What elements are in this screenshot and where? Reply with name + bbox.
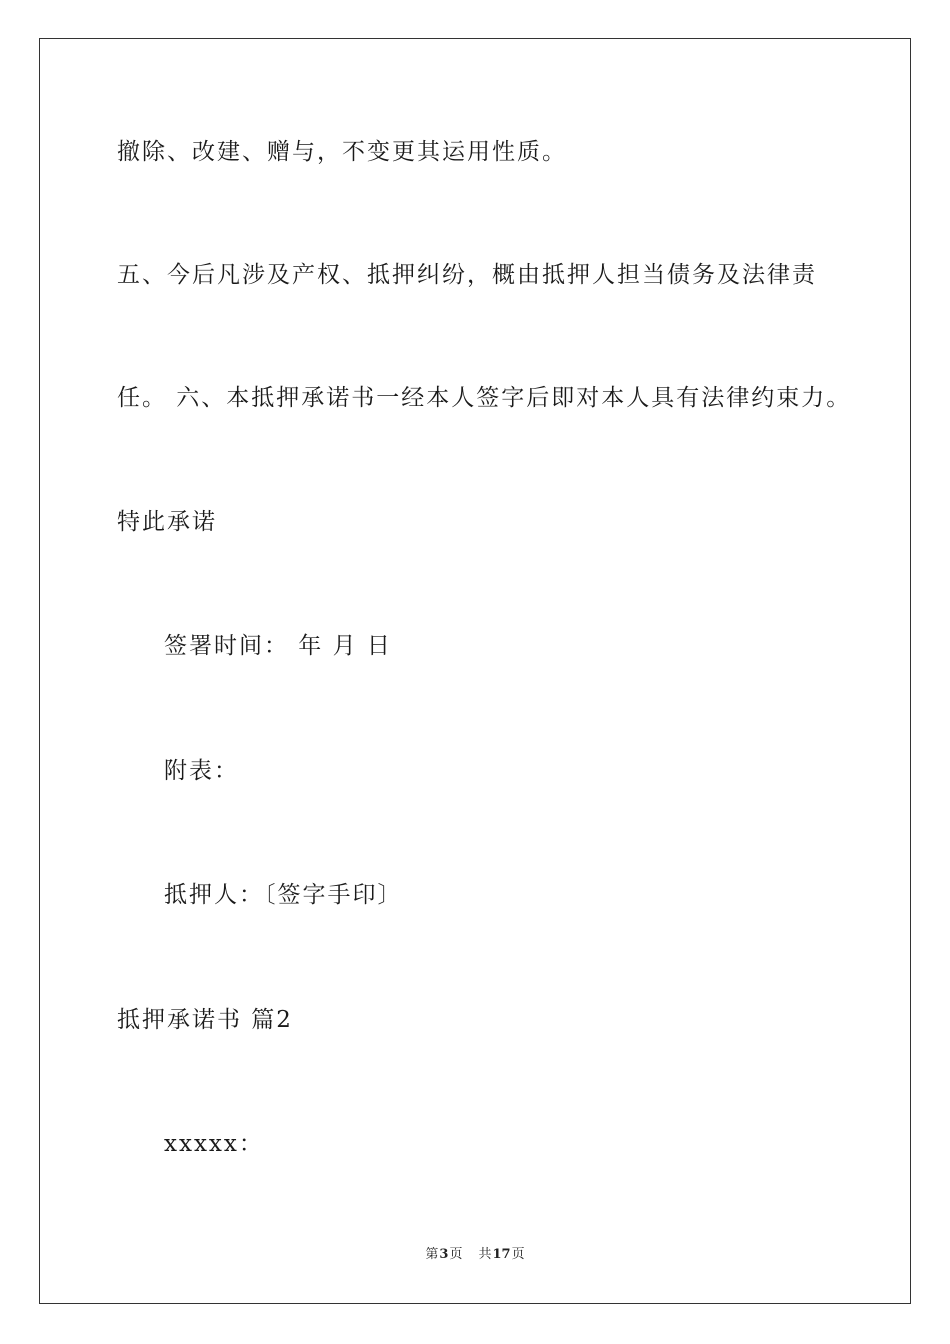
- attachment-label: 附表：: [164, 758, 239, 784]
- section-heading: 抵押承诺书 篇2: [117, 1007, 293, 1033]
- total-suffix: 页: [511, 1247, 525, 1262]
- page-footer: [0, 1246, 950, 1264]
- page-prefix: 第: [425, 1247, 439, 1262]
- body-line-clause-5: 五、今后凡涉及产权、抵押纠纷，概由抵押人担当债务及法律责: [117, 262, 817, 288]
- page-suffix: 页: [449, 1247, 463, 1262]
- closing-statement: 特此承诺: [117, 509, 217, 535]
- signing-date: 签署时间： 年 月 日: [164, 633, 392, 659]
- total-prefix: 共: [478, 1247, 492, 1262]
- addressee: xxxxx：: [164, 1131, 264, 1157]
- page-number: 3: [439, 1247, 449, 1262]
- mortgagor-signature: 抵押人：〔签字手印〕: [164, 882, 403, 908]
- total-pages: 17: [492, 1247, 511, 1262]
- body-line-1: 撤除、改建、赠与，不变更其运用性质。: [117, 139, 567, 165]
- body-line-clause-6: 任。 六、本抵押承诺书一经本人签字后即对本人具有法律约束力。: [117, 385, 852, 411]
- page-border: [39, 38, 911, 1304]
